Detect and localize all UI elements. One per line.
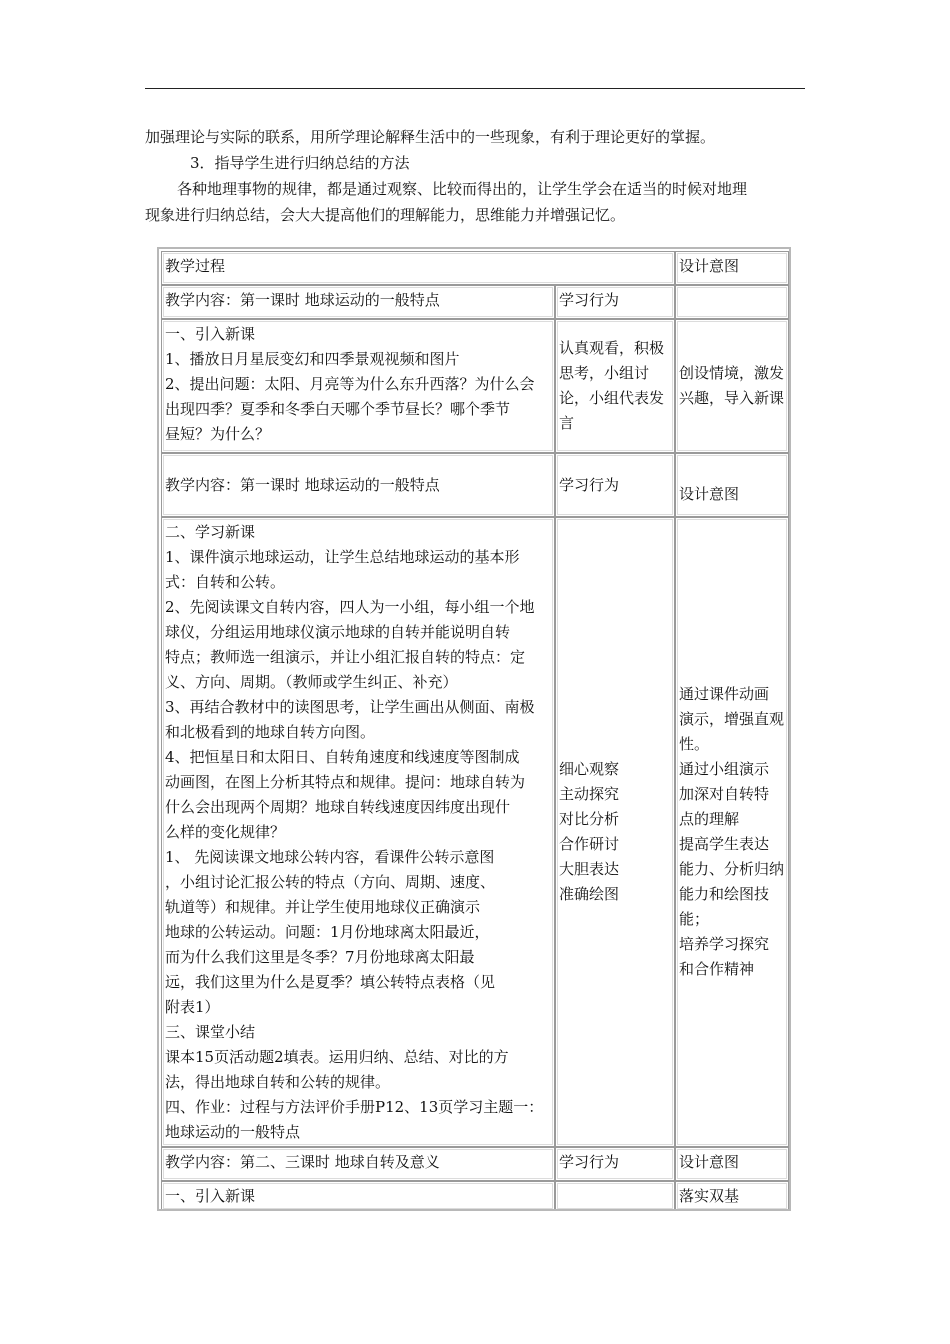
row4-design-line: 通过课件动画 — [679, 685, 770, 703]
row4-design-line: 和合作精神 — [679, 960, 755, 978]
row2-behavior-cell — [555, 319, 675, 453]
row4-design-line: 加深对自转特 — [679, 785, 770, 803]
intro-paragraph-2-line-2: 现象进行归纳总结，会大大提高他们的理解能力，思维能力并增强记忆。 — [145, 206, 626, 224]
row2-design-line: 创设情境，激发 — [679, 364, 785, 382]
row4-content-line: 轨道等）和规律。并让学生使用地球仪正确演示 — [165, 898, 481, 916]
row4-content-line: 么样的变化规律？ — [165, 823, 286, 841]
row4-content-line: 附表1） — [165, 998, 220, 1016]
row3-design: 设计意图 — [679, 485, 740, 503]
row4-content-line: 动画图，在图上分析其特点和规律。提问：地球自转为 — [165, 773, 526, 791]
intro-paragraph-2 — [145, 176, 810, 228]
row6-design: 落实双基 — [679, 1187, 740, 1205]
row4-behavior-line: 准确绘图 — [559, 885, 620, 903]
header-rule — [145, 88, 805, 89]
lesson-plan-table — [157, 247, 791, 1211]
row3-design-cell — [675, 453, 789, 517]
row3-behavior: 学习行为 — [559, 475, 620, 494]
row4-content-line: 3、再结合教材中的读图思考，让学生画出从侧面、南极 — [165, 698, 535, 716]
row1-behavior-cell — [555, 285, 675, 319]
process-header: 教学过程 — [165, 257, 226, 275]
row1-content-cell — [161, 285, 555, 319]
intro-paragraph-1: 加强理论与实际的联系，用所学理论解释生活中的一些现象，有利于理论更好的掌握。 — [145, 128, 716, 146]
row6-content-cell — [161, 1181, 555, 1211]
row4-design-line: 提高学生表达 — [679, 835, 770, 853]
row3-content-cell — [161, 453, 555, 517]
row4-content-cell — [161, 517, 555, 1147]
row4-design-cell — [675, 517, 789, 1147]
section-heading-3: 3．指导学生进行归纳总结的方法 — [190, 154, 410, 172]
row2-behavior-line: 认真观看，积极 — [559, 339, 665, 357]
row4-content-line: 义、方向、周期。（教师或学生纠正、补充） — [165, 673, 458, 691]
row4-content-line: 特点；教师选一组演示，并让小组汇报自转的特点：定 — [165, 648, 526, 666]
row4-content-line: 地球运动的一般特点 — [165, 1123, 301, 1141]
row5-design-cell — [675, 1147, 789, 1181]
intro-paragraph-2-line-1: 各种地理事物的规律，都是通过观察、比较而得出的，让学生学会在适当的时候对地理 — [177, 180, 748, 198]
row1-design-cell — [675, 285, 789, 319]
row6-content: 一、引入新课 — [165, 1187, 256, 1205]
row2-behavior-line: 思考，小组讨 — [559, 364, 650, 382]
row5-behavior: 学习行为 — [559, 1153, 620, 1171]
row5-content-cell — [161, 1147, 555, 1181]
row4-behavior-line: 主动探究 — [559, 785, 620, 803]
design-header-cell — [675, 251, 789, 285]
row6-behavior-cell — [555, 1181, 675, 1211]
row2-content-line: 昼短？为什么？ — [165, 425, 271, 443]
row4-design-line: 能力和绘图技 — [679, 885, 770, 903]
row2-design-line: 兴趣，导入新课 — [679, 389, 785, 407]
row2-content-line: 1、播放日月星辰变幻和四季景观视频和图片 — [165, 350, 460, 368]
row4-content-line: 二、学习新课 — [165, 523, 256, 541]
row4-content-line: 法，得出地球自转和公转的规律。 — [165, 1073, 391, 1091]
row1-content: 教学内容：第一课时 地球运动的一般特点 — [165, 291, 440, 309]
row4-content-line: 课本15页活动题2填表。运用归纳、总结、对比的方 — [165, 1048, 509, 1066]
row4-design-line: 能力、分析归纳 — [679, 860, 785, 878]
row4-design-line: 通过小组演示 — [679, 760, 770, 778]
row4-content-line: 地球的公转运动。问题：1月份地球离太阳最近， — [165, 923, 490, 941]
row4-content-line: 4、把恒星日和太阳日、自转角速度和线速度等图制成 — [165, 748, 520, 766]
row4-content-line: 2、先阅读课文自转内容，四人为一小组，每小组一个地 — [165, 598, 535, 616]
row3-behavior-cell — [555, 453, 675, 517]
row6-design-cell — [675, 1181, 789, 1211]
row4-behavior-line: 大胆表达 — [559, 860, 620, 878]
row5-content: 教学内容：第二、三课时 地球自转及意义 — [165, 1153, 440, 1171]
row4-content-line: 四、作业：过程与方法评价手册P12、13页学习主题一： — [165, 1098, 544, 1116]
row2-content-line: 出现四季？夏季和冬季白天哪个季节昼长？哪个季节 — [165, 400, 511, 418]
row2-content-cell — [161, 319, 555, 453]
row4-content-line: 式：自转和公转。 — [165, 573, 286, 591]
row5-design: 设计意图 — [679, 1153, 740, 1171]
row2-behavior-line: 论，小组代表发 — [559, 389, 665, 407]
row4-design-line: 演示，增强直观 — [679, 710, 785, 728]
row4-content-line: 1、课件演示地球运动，让学生总结地球运动的基本形 — [165, 548, 520, 566]
row2-content-line: 一、引入新课 — [165, 325, 256, 343]
row4-design-line: 点的理解 — [679, 810, 740, 828]
row4-content-line: 1、 先阅读课文地球公转内容，看课件公转示意图 — [165, 848, 495, 866]
row4-behavior-line: 细心观察 — [559, 760, 620, 778]
row4-behavior-line: 对比分析 — [559, 810, 620, 828]
row4-content-line: 球仪，分组运用地球仪演示地球的自转并能说明自转 — [165, 623, 511, 641]
row4-content-line: 而为什么我们这里是冬季？7月份地球离太阳最 — [165, 948, 475, 966]
row4-content-line: 和北极看到的地球自转方向图。 — [165, 723, 376, 741]
design-header: 设计意图 — [679, 257, 740, 275]
row4-content-line: 三、课堂小结 — [165, 1023, 256, 1041]
row4-content-line: ，小组讨论汇报公转的特点（方向、周期、速度、 — [165, 873, 496, 891]
row2-design-cell — [675, 319, 789, 453]
row2-behavior-line: 言 — [559, 414, 575, 432]
row4-behavior-line: 合作研讨 — [559, 835, 620, 853]
row1-behavior: 学习行为 — [559, 291, 620, 309]
row2-content-line: 2、提出问题：太阳、月亮等为什么东升西落？为什么会 — [165, 375, 535, 393]
process-header-cell — [161, 251, 675, 285]
row4-design-line: 培养学习探究 — [679, 935, 770, 953]
row4-behavior-cell — [555, 517, 675, 1147]
row5-behavior-cell — [555, 1147, 675, 1181]
row4-content-line: 什么会出现两个周期？地球自转线速度因纬度出现什 — [165, 798, 511, 816]
row3-content: 教学内容：第一课时 地球运动的一般特点 — [165, 475, 440, 494]
row4-design-line: 能； — [679, 910, 710, 928]
row4-content-line: 远，我们这里为什么是夏季？填公转特点表格（见 — [165, 973, 496, 991]
row4-design-line: 性。 — [679, 735, 710, 753]
